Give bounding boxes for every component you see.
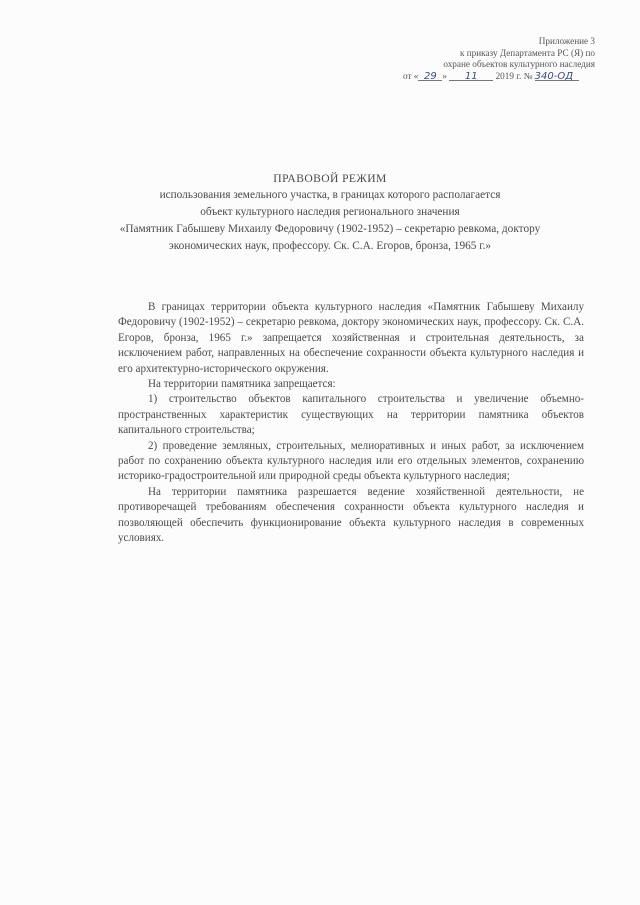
title-subline-3: «Памятник Габышеву Михаилу Федоровичу (1902-1952) – секретарю ревкома, доктору <box>119 223 541 235</box>
order-date-number-line <box>395 71 595 83</box>
appendix-department: охране объектов культурного наследия <box>443 59 595 69</box>
order-number-field <box>535 71 579 81</box>
document-title-block <box>70 170 590 255</box>
order-month-field <box>449 71 493 81</box>
document-body <box>118 300 584 547</box>
paragraph-3: 1) строительство объектов капитального строительства и увеличение объемно-пространственных характеристик существующих на территории памятника объектов капитального строительства; <box>118 393 584 437</box>
order-day-field <box>418 71 442 81</box>
order-year-label: 2019 г. № <box>495 70 533 81</box>
order-date-prefix: от « <box>403 70 419 81</box>
order-month: 11 <box>464 70 478 82</box>
appendix-header <box>395 36 595 82</box>
order-date-mid: » <box>442 70 447 81</box>
paragraph-5: На территории памятника разрешается ведение хозяйственной деятельности, не противоречащей требованиям обеспечения сохранности объекта культурного наследия и позволяющей обеспечить функционирование объекта культурного наследия в современных условиях. <box>118 485 584 545</box>
order-day: 29 <box>424 70 437 82</box>
order-number: 340-ОД <box>534 70 574 82</box>
appendix-order-reference: к приказу Департамента РС (Я) по <box>459 47 595 58</box>
title-subline-1: использования земельного участка, в границах которого располагается <box>159 189 501 201</box>
title-subline-2: объект культурного наследия регионального значения <box>200 206 460 218</box>
paragraph-1: В границах территории объекта культурного наследия «Памятник Габышеву Михаилу Федоровичу (1902-1952) – секретарю ревкома, доктору экономических наук, профессору. Ск. С.А. Егоров, бронза, 1965 г.» запрещается хозяйственная и строительная деятельность, за исключением работ, направленных на обеспечение сохранности объекта культурного наследия и его архитектурно-исторического окружения. <box>118 301 584 375</box>
document-title: ПРАВОВОЙ РЕЖИМ <box>273 172 387 185</box>
appendix-title: Приложение 3 <box>538 36 595 46</box>
paragraph-4: 2) проведение земляных, строительных, мелиоративных и иных работ, за исключением работ по сохранению объекта культурного наследия или его отдельных элементов, сохранению историко-градостроительной или природной среды объекта культурного наследия; <box>118 439 584 483</box>
paragraph-2: На территории памятника запрещается: <box>148 378 336 391</box>
title-subline-4: экономических наук, профессору. Ск. С.А. Егоров, бронза, 1965 г.» <box>168 240 492 252</box>
